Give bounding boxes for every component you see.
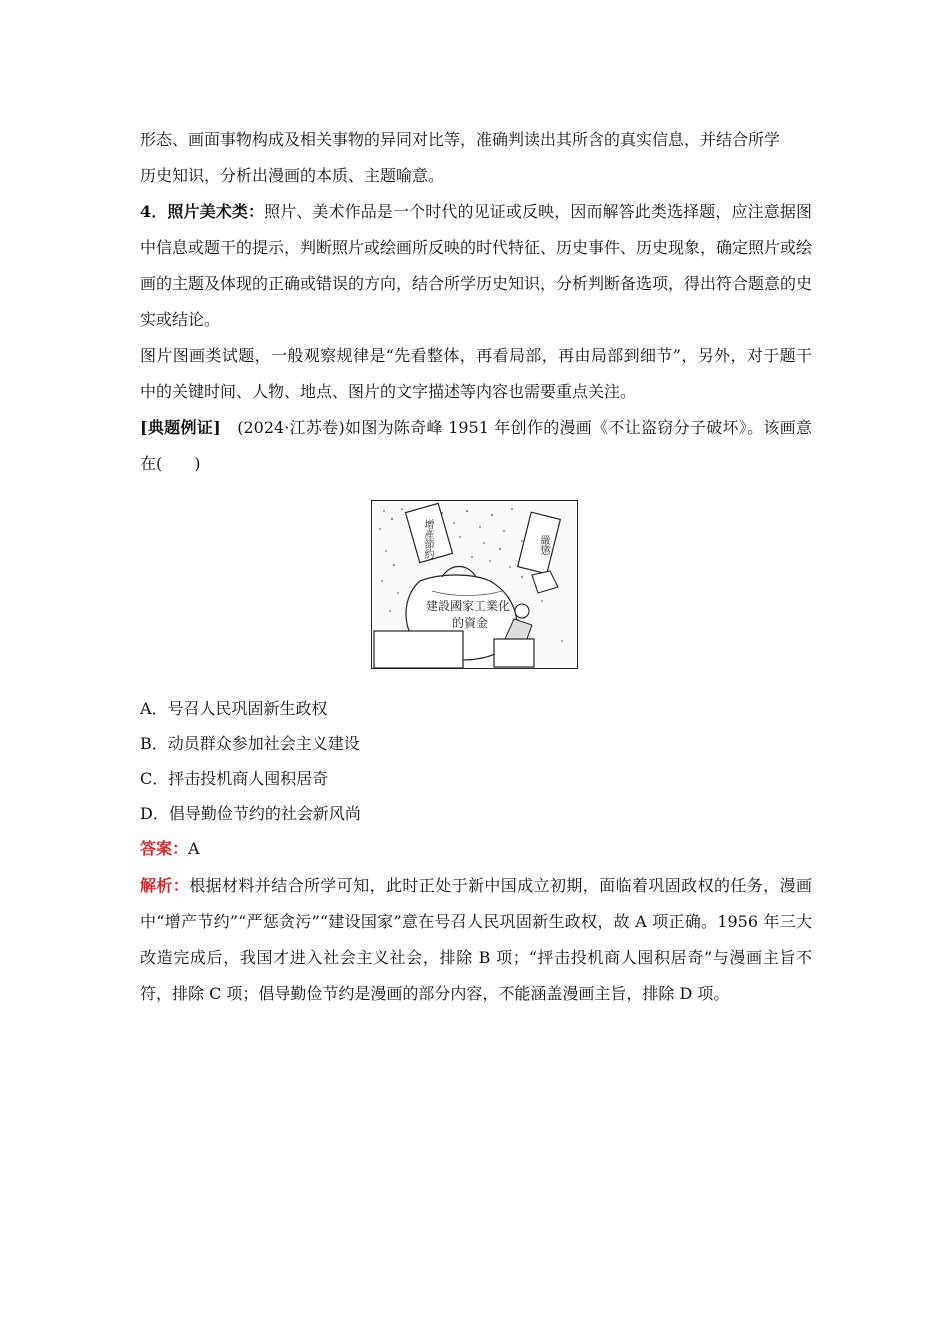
option-a: A．号召人民巩固新生政权: [140, 699, 328, 718]
left-sign-label: 增產節約: [422, 519, 433, 559]
analysis-text: 根据材料并结合所学可知，此时正处于新中国成立初期，面临着巩固政权的任务，漫画中“增产节约”“严惩贪污”“建设国家”意在号召人民巩固新生政权，故 A 项正确。1956 年三大改造完成后，我国才进入社会主义社会，排除 B 项；“抨击投机商人囤积居奇”与漫画主旨不符，排除 C 项；倡导勤俭节约是漫画的部分内容，不能涵盖漫画主旨，排除 D 项。: [140, 876, 812, 1003]
answer-line: [140, 837, 200, 861]
option-b: B．动员群众参加社会主义建设: [140, 734, 360, 753]
intro-line-2: 历史知识，分析出漫画的本质、主题喻意。: [140, 166, 445, 185]
analysis-paragraph: [140, 868, 812, 1012]
answer-label: 答案：: [140, 839, 189, 858]
example-tag: [典题例证]: [140, 418, 221, 437]
sack-label-line-2: 的資金: [452, 616, 489, 630]
cartoon-drawing: [372, 501, 578, 669]
item4-paragraph: [140, 194, 812, 338]
item4-label: 4．照片美术类：: [140, 202, 265, 221]
sack-label-line-1: 建設國家工業化: [426, 599, 511, 613]
right-sign-label: 嚴懲: [538, 535, 549, 555]
answer-value: A: [188, 839, 200, 858]
option-c: C．抨击投机商人囤积居奇: [140, 769, 329, 788]
option-d: D．倡导勤俭节约的社会新风尚: [140, 804, 361, 823]
cartoon-image: [371, 500, 578, 669]
item4-text: 照片、美术作品是一个时代的见证或反映，因而解答此类选择题，应注意据图中信息或题干的提示，判断照片或绘画所反映的时代特征、历史事件、历史现象，确定照片或绘画的主题及体现的正确或错误的方向，结合所学历史知识，分析判断备选项，得出符合题意的史实或结论。: [140, 202, 813, 329]
intro-line-1: 形态、画面事物构成及相关事物的异同对比等，准确判读出其所含的真实信息，并结合所学: [140, 130, 781, 149]
analysis-label: 解析：: [140, 876, 190, 895]
intro-paragraph: [140, 122, 812, 194]
example-paragraph: [140, 410, 812, 482]
example-stem: (2024·江苏卷)如图为陈奇峰 1951 年创作的漫画《不让盗窃分子破坏》。该画意在( ): [140, 418, 812, 473]
observation-paragraph: 图片图画类试题，一般观察规律是“先看整体，再看局部，再由局部到细节”，另外，对于题干中的关键时间、人物、地点、图片的文字描述等内容也需要重点关注。: [140, 346, 812, 401]
